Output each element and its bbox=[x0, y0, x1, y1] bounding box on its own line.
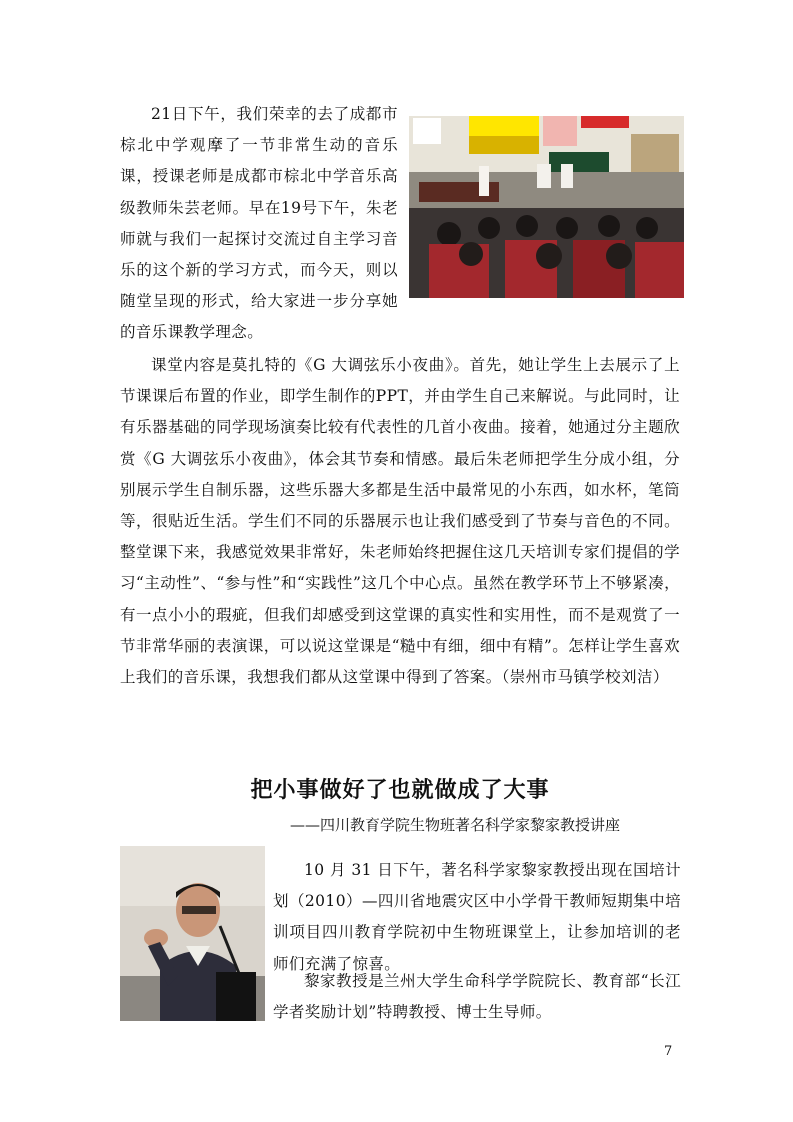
section1-paragraph-1: 21日下午，我们荣幸的去了成都市棕北中学观摩了一节非常生动的音乐课，授课老师是成都市棕北中学音乐高级教师朱芸老师。早在19号下午，朱老师就与我们一起探讨交流过自主学习音乐的这个新的学习方式，而今天，则以随堂呈现的形式，给大家进一步分享她的音乐课教学理念。 bbox=[120, 105, 398, 342]
classroom-photo bbox=[409, 116, 684, 298]
article-subtitle: ——四川教育学院生物班著名科学家黎家教授讲座 bbox=[290, 816, 621, 834]
section1-paragraph-2: 课堂内容是莫扎特的《G 大调弦乐小夜曲》。首先，她让学生上去展示了上节课课后布置的作业，即学生制作的PPT，并由学生自己来解说。与此同时，让有乐器基础的同学现场演奏比较有代表性的几首小夜曲。接着，她通过分主题欣赏《G 大调弦乐小夜曲》，体会其节奏和情感。最后朱老师把学生分成小组，分别展示学生自制乐器，这些乐器大多都是生活中最常见的小东西，如水杯，笔筒等，很贴近生活。学生们不同的乐器展示也让我们感受到了节奏与音色的不同。整堂课下来，我感觉效果非常好，朱老师始终把握住这几天培训专家们提倡的学习“主动性”、“参与性”和“实践性”这几个中心点。虽然在教学环节上不够紧凑，有一点小小的瑕疵，但我们却感受到这堂课的真实性和实用性，而不是观赏了一节非常华丽的表演课，可以说这堂课是“糙中有细，细中有精”。怎样让学生喜欢上我们的音乐课，我想我们都从这堂课中得到了答案。（崇州市马镇学校刘洁） bbox=[120, 356, 680, 687]
professor-photo bbox=[120, 846, 265, 1021]
page-number: 7 bbox=[664, 1044, 673, 1059]
section2-paragraph-2: 黎家教授是兰州大学生命科学学院院长、教育部“长江学者奖励计划”特聘教授、博士生导师。 bbox=[273, 972, 681, 1022]
section2-paragraph-1: 10 月 31 日下午，著名科学家黎家教授出现在国培计划（2010）—四川省地震灾区中小学骨干教师短期集中培训项目四川教育学院初中生物班课堂上，让参加培训的老师们充满了惊喜。 bbox=[273, 861, 681, 973]
article-title: 把小事做好了也就做成了大事 bbox=[250, 778, 550, 803]
